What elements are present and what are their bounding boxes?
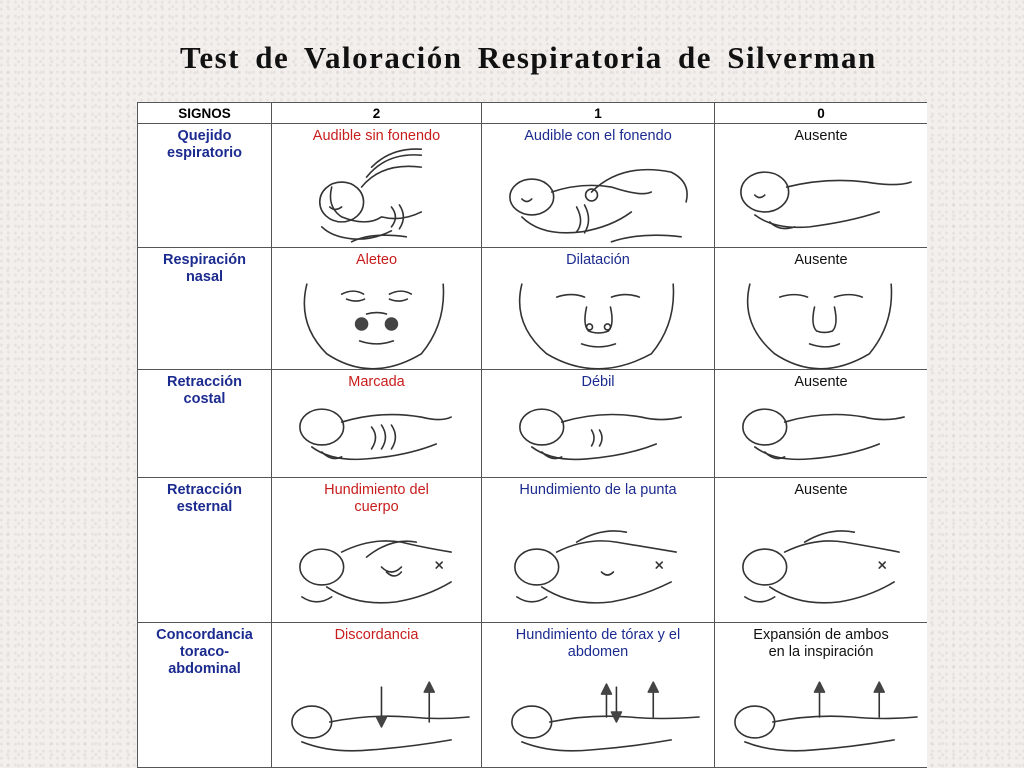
cell-nasal-2 (272, 248, 482, 370)
infant-sternum-normal-icon (715, 522, 927, 622)
sign-retraccion-costal: Retracción costal (138, 370, 272, 478)
cell-costal-2 (272, 370, 482, 478)
table-header-row (138, 103, 928, 124)
infant-grunting-sound-waves-icon (272, 147, 481, 247)
infant-no-retraction-icon (715, 392, 927, 477)
cell-esternal-1 (482, 478, 715, 623)
infant-sternal-tip-sinking-icon (482, 522, 714, 622)
cell-label: Hundimiento de la punta (519, 482, 677, 498)
cell-costal-0 (715, 370, 928, 478)
face-nasal-flaring-icon (272, 269, 481, 369)
header-score-1: 1 (482, 103, 715, 124)
cell-nasal-1 (482, 248, 715, 370)
table-row-concordancia (138, 623, 928, 768)
face-calm-icon (715, 269, 927, 369)
cell-costal-1 (482, 370, 715, 478)
cell-label: Discordancia (334, 627, 419, 643)
infant-calm-icon (715, 147, 927, 247)
cell-label: Audible sin fonendo (312, 128, 441, 144)
cell-esternal-0 (715, 478, 928, 623)
infant-sternal-body-sinking-icon (272, 522, 481, 622)
cell-label: Audible con el fonendo (524, 128, 672, 144)
cell-label: Aleteo (355, 252, 398, 268)
cell-label: Hundimiento de tórax y el abdomen (515, 627, 681, 660)
header-score-0: 0 (715, 103, 928, 124)
cell-label: Ausente (794, 128, 848, 144)
cell-quejido-0 (715, 124, 928, 248)
cell-concordancia-1 (482, 623, 715, 768)
cell-label: Débil (581, 374, 615, 390)
table-row-respiracion-nasal (138, 248, 928, 370)
infant-chest-abdomen-sinking-arrows-icon (482, 667, 714, 767)
sign-concordancia: Concordancia toraco- abdominal (138, 623, 272, 768)
cell-concordancia-0 (715, 623, 928, 768)
cell-label: Marcada (348, 374, 405, 390)
cell-quejido-1 (482, 124, 715, 248)
infant-discordant-arrows-icon (272, 667, 481, 767)
table-row-retraccion-costal (138, 370, 928, 478)
infant-with-stethoscope-icon (482, 147, 714, 247)
header-score-2: 2 (272, 103, 482, 124)
header-signos: SIGNOS (138, 103, 272, 124)
cell-label: Ausente (794, 374, 848, 390)
cell-label: Dilatación (566, 252, 630, 268)
cell-nasal-0 (715, 248, 928, 370)
table-row-quejido (138, 124, 928, 248)
cell-quejido-2 (272, 124, 482, 248)
cell-concordancia-2 (272, 623, 482, 768)
silverman-table-frame (137, 102, 927, 768)
table-row-retraccion-esternal (138, 478, 928, 623)
slide-title: Test de Valoración Respiratoria de Silverman (180, 40, 877, 75)
cell-label: Expansión de ambos en la inspiración (753, 627, 889, 660)
sign-respiracion-nasal: Respiración nasal (138, 248, 272, 370)
cell-label: Ausente (794, 252, 848, 268)
infant-both-expansion-arrows-icon (715, 667, 927, 767)
silverman-table (137, 102, 927, 768)
sign-retraccion-esternal: Retracción esternal (138, 478, 272, 623)
face-nasal-dilation-icon (482, 269, 714, 369)
cell-label: Hundimiento del cuerpo (324, 482, 429, 515)
infant-weak-rib-retraction-icon (482, 392, 714, 477)
cell-label: Ausente (794, 482, 848, 498)
infant-marked-rib-retraction-icon (272, 392, 481, 477)
sign-quejido: Quejido espiratorio (138, 124, 272, 248)
cell-esternal-2 (272, 478, 482, 623)
